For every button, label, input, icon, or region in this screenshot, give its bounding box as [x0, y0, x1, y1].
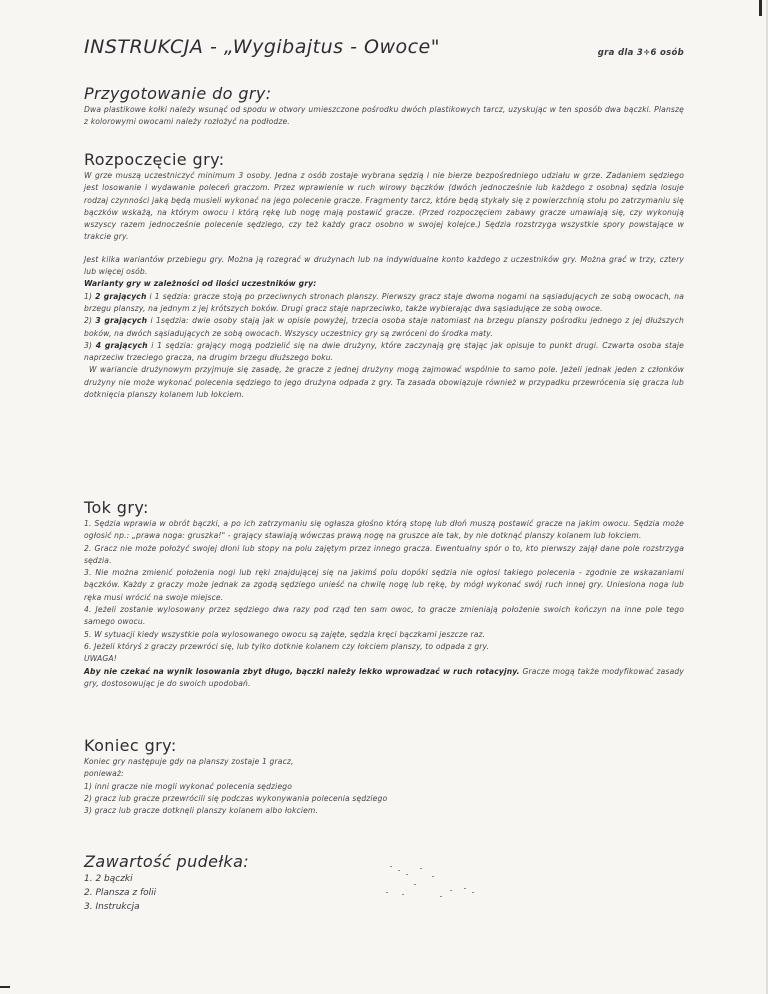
variants-heading: Warianty gry w zależności od ilości uczestników gry: — [84, 279, 317, 289]
end-condition: 2) gracz lub gracze przewrócili się podczas wykonywania polecenia sędziego — [84, 793, 388, 803]
rule-item: 4. Jeżeli zostanie wylosowany przez sędziego dwa razy pod rząd ten sam owoc, to gracze zmieniają położenie swoich kończyn na inne pole tego samego owocu. — [84, 605, 684, 627]
section-heading: Przygotowanie do gry: — [84, 84, 272, 103]
section-text: W wariancie drużynowym przyjmuje się zasadę, że gracze z jednej drużyny mogą zajmować wspólnie to samo pole. Jeżeli jednak jeden z członków drużyny nie może wykonać polecenia sędziego to jego drużyna odpada z gry. Ta zasada obowiązuje również w przypadku przewrócenia się gracza lub dotknięcia planszy kolanem lub łokciem. — [84, 365, 684, 400]
section-heading: Tok gry: — [84, 498, 149, 517]
warning-note: Aby nie czekać na wynik losowania zbyt długo, bączki należy lekko wprowadzać w ruch rotacyjny. Gracze mogą także modyfikować zasady gry, dostosowując je do swoich upodobań. — [84, 666, 684, 688]
warning-label: UWAGA! — [84, 654, 117, 664]
contents-item: 2. Plansza z folii — [84, 888, 157, 898]
rule-item: 1. Sędzia wprawia w obrót bączki, a po ich zatrzymaniu się ogłasza głośno którą stopę lub dłoń muszą postawić gracze na jakim owocu. Sędzia może ogłosić np.: „prawa noga: gruszka!" - grający stawiają wówczas prawą nogę na gruszce ale tak, by nie dotknąć planszy kolanem lub łokciem. — [84, 519, 684, 541]
scan-mark — [0, 986, 10, 988]
end-text: Koniec gry następuje gdy na planszy zostaje 1 gracz, — [84, 757, 294, 766]
page-title: INSTRUKCJA - „Wygibajtus - Owoce" — [84, 36, 440, 58]
print-specks — [380, 862, 490, 922]
section-text: W grze muszą uczestniczyć minimum 3 osoby. Jedna z osób zostaje wybrana sędzią i nie bierze bezpośredniego udziału w grze. Zadaniem sędziego jest losowanie i wydawanie poleceń graczom. Przez wprawienie w ruch wirowy bączków (dwóch jednocześnie lub każdego z osobna) sędzia losuje rodzaj czynności jaką będą musieli wykonać na jego polecenie gracze. Fragmenty tarcz, które będą stykały się z powierzchnią stołu po zatrzymaniu się bączków wskażą, na którym owocu i którą rękę lub nogę mają postawić gracze. (Przed rozpoczęciem zabawy gracze umawiają się, czy wykonują wszyscy razem jednocześnie polecenie sędziego, czy też każdy gracz osobno w swojej kolejce.) Sędzia rozstrzyga wszystkie spory powstające w trakcie gry. — [84, 171, 684, 242]
section-gameplay — [84, 498, 684, 690]
rule-item: 2. Gracz nie może położyć swojej dłoni lub stopy na polu zajętym przez innego gracza. Ewentualny spór o to, kto pierwszy zajął dane pole rozstrzyga sędzia. — [84, 543, 684, 565]
contents-item: 3. Instrukcja — [84, 902, 140, 912]
end-condition: 3) gracz lub gracze dotknęli planszy kolanem albo łokciem. — [84, 806, 319, 816]
rule-item: 3. Nie można zmienić położenia nogi lub ręki znajdującej się na jakimś polu dopóki sędzia nie ogłosi takiego polecenia - zgodnie ze wskazaniami bączków. Każdy z graczy może jednak za zgodą sędziego unieść na chwilę nogę lub rękę, by mógł wykonać swój ruch innej gry. Uniesiona noga lub ręka musi wrócić na swoje miejsce. — [84, 568, 684, 602]
section-heading: Rozpoczęcie gry: — [84, 150, 225, 169]
variant-item: 3) 4 grających i 1 sędzia: grający mogą podzielić się na dwie drużyny, które zaczynają grę stając jak opisuje to punkt drugi. Czwarta osoba staje naprzeciw trzeciego gracza, na drugim brzegu dłuższego boku. — [84, 340, 684, 363]
section-preparation — [84, 84, 684, 129]
scan-mark — [759, 0, 762, 16]
variant-item: 2) 3 grających i 1sędzia: dwie osoby stają jak w opisie powyżej, trzecia osoba staje natomiast na brzegu planszy pośrodku jednego z jej dłuższych boków, na dwóch sąsiadujących ze sobą owocach. Wszyscy uczestnicy gry są zwróceni do środka maty. — [84, 316, 684, 338]
player-count: gra dla 3÷6 osób — [597, 48, 684, 58]
header — [84, 34, 684, 68]
section-end — [84, 736, 684, 817]
rule-item: 6. Jeżeli któryś z graczy przewróci się, lub tylko dotknie kolanem czy łokciem planszy, to odpada z gry. — [84, 641, 490, 651]
section-heading: Zawartość pudełka: — [84, 852, 250, 871]
contents-item: 1. 2 bączki — [84, 874, 133, 884]
variant-item: 1) 2 grających i 1 sędzia: gracze stoją po przeciwnych stronach planszy. Pierwszy gracz staje dwoma nogami na sąsiadujących ze sobą owocach, na brzegu planszy, na jednym z jej krótszych boków. Drugi gracz staje naprzeciwko, także wybierając dwa sąsiadujące ze sobą owoce. — [84, 291, 685, 313]
instruction-sheet — [84, 34, 685, 912]
section-start — [84, 150, 684, 401]
end-text: ponieważ: — [84, 769, 124, 779]
rule-item: 5. W sytuacji kiedy wszystkie pola wylosowanego owocu są zajęte, sędzia kręci bączkami jeszcze raz. — [84, 629, 486, 639]
section-text: Jest kilka wariantów przebiegu gry. Można ją rozegrać w drużynach lub na indywidualne konto każdego z uczestników gry. Można grać w trzy, cztery lub więcej osób. — [84, 254, 684, 277]
section-text: Dwa plastikowe kołki należy wsunąć od spodu w otwory umieszczone pośrodku dwóch plastikowych tarcz, uzyskując w ten sposób dwa bączki. Planszę z kolorowymi owocami należy rozłożyć na podłodze. — [84, 105, 684, 127]
end-condition: 1) inni gracze nie mogli wykonać polecenia sędziego — [84, 781, 293, 791]
section-heading: Koniec gry: — [84, 736, 177, 755]
